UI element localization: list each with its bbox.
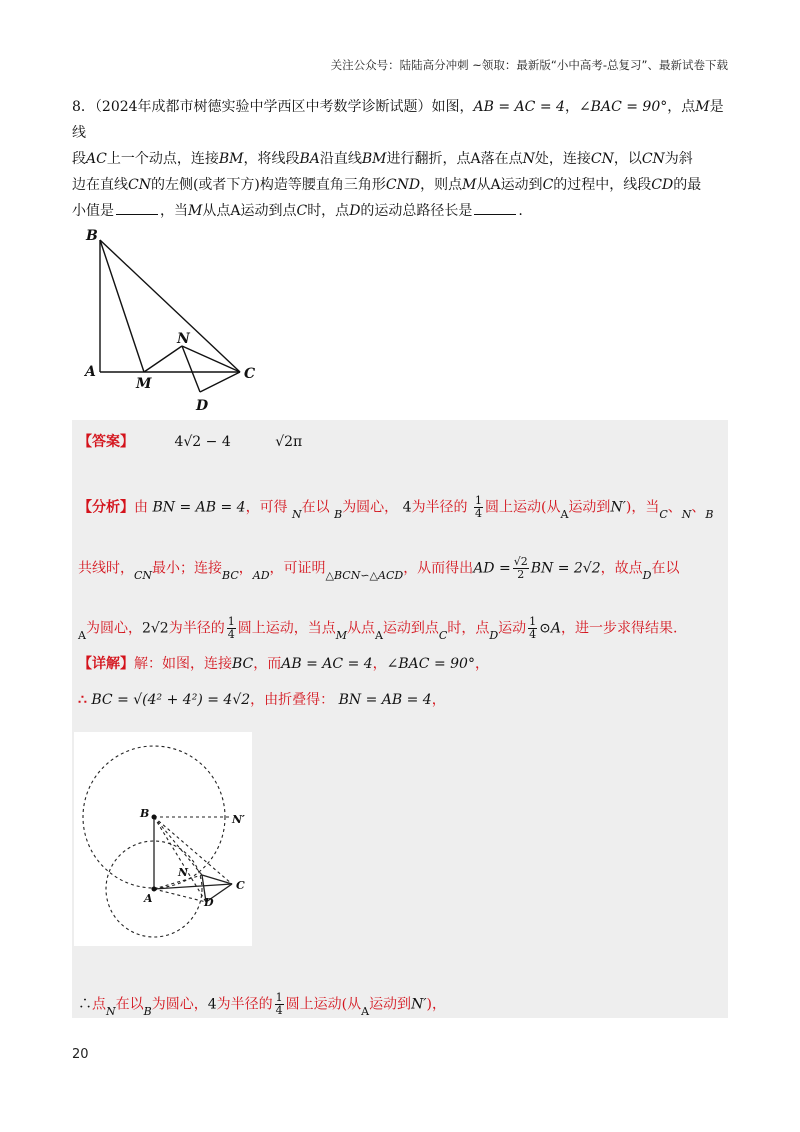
detail-line-3: ∴点$_N$在以$_B$为圆心，4为半径的 $\frac{1}{4}$ 圆上运动(从$_A$运动到N′)，: [78, 991, 446, 1018]
answer-blank-1: [116, 213, 158, 215]
header-note: 关注公众号：陆陆高分冲刺 ~领取：最新版“小中高考-总复习”、最新试卷下载: [330, 58, 728, 72]
therefore-symbol: ∴: [78, 996, 92, 1013]
answer-line: 【答案】 4√2 − 4 √2π: [78, 434, 303, 450]
label-D: D: [204, 896, 214, 909]
geometry-figure-1: [80, 220, 280, 420]
analysis-line-3: $_A$为圆心，2√2为半径的 $\frac{1}{4}$ 圆上运动，当点$_M$从点$_A$运动到点$_C$时，点$_D$运动 $\frac{1}{4}$ ⊙A，进一步求得结果.: [78, 615, 678, 642]
detail-line-2: ∴ BC = √(4² + 4²) = 4√2，由折叠得： BN = AB = 4，: [78, 692, 446, 708]
label-B: B: [86, 228, 98, 244]
label-C: C: [244, 366, 256, 382]
answer-blank-2: [474, 213, 516, 215]
label-A: A: [144, 892, 153, 905]
problem-line-1: 8．（2024年成都市树德实验中学西区中考数学诊断试题）如图，AB = AC = 4，∠BAC = 90°，点M是线: [72, 99, 724, 141]
label-M: M: [136, 376, 152, 392]
page-number: 20: [72, 1047, 89, 1062]
geometry-figure-2: [74, 732, 252, 946]
label-N: N: [177, 331, 190, 347]
label-D: D: [196, 398, 209, 414]
label-N: N: [178, 866, 189, 879]
analysis-line-2: 共线时，$_{CN}$最小；连接$_{BC}$，$_{AD}$，可证明$_{\triangle BCN∽\triangle ACD}$，从而得出AD = $\frac{√2}{2}$ BN = 2√2，故点$_D$在以: [78, 555, 680, 582]
detail-line-1: 【详解】解：如图，连接BC，而AB = AC = 4，∠BAC = 90°，: [78, 656, 489, 672]
problem-line-2: 段AC上一个动点，连接BM，将线段BA沿直线BM进行翻折，点A落在点N处，连接CN，以CN为斜: [72, 151, 693, 167]
label-N-prime: N′: [232, 813, 245, 826]
label-C: C: [236, 879, 245, 892]
problem-line-3: 边在直线CN的左侧(或者下方)构造等腰直角三角形CND，则点M从A运动到C的过程中，线段CD的最: [72, 177, 702, 193]
label-A: A: [85, 364, 96, 380]
label-B: B: [140, 807, 150, 820]
analysis-line-1: 【分析】由 BN = AB = 4，可得 $_N$在以 $_B$为圆心， 4为半径的 $\frac{1}{4}$ 圆上运动(从$_A$运动到N′)，当$_C$、$_N$、$_B$: [78, 494, 714, 521]
problem-line-4: 小值是 ，当M从点A运动到点C时，点D的运动总路径长是 .: [72, 203, 523, 219]
problem-statement: [72, 94, 730, 224]
